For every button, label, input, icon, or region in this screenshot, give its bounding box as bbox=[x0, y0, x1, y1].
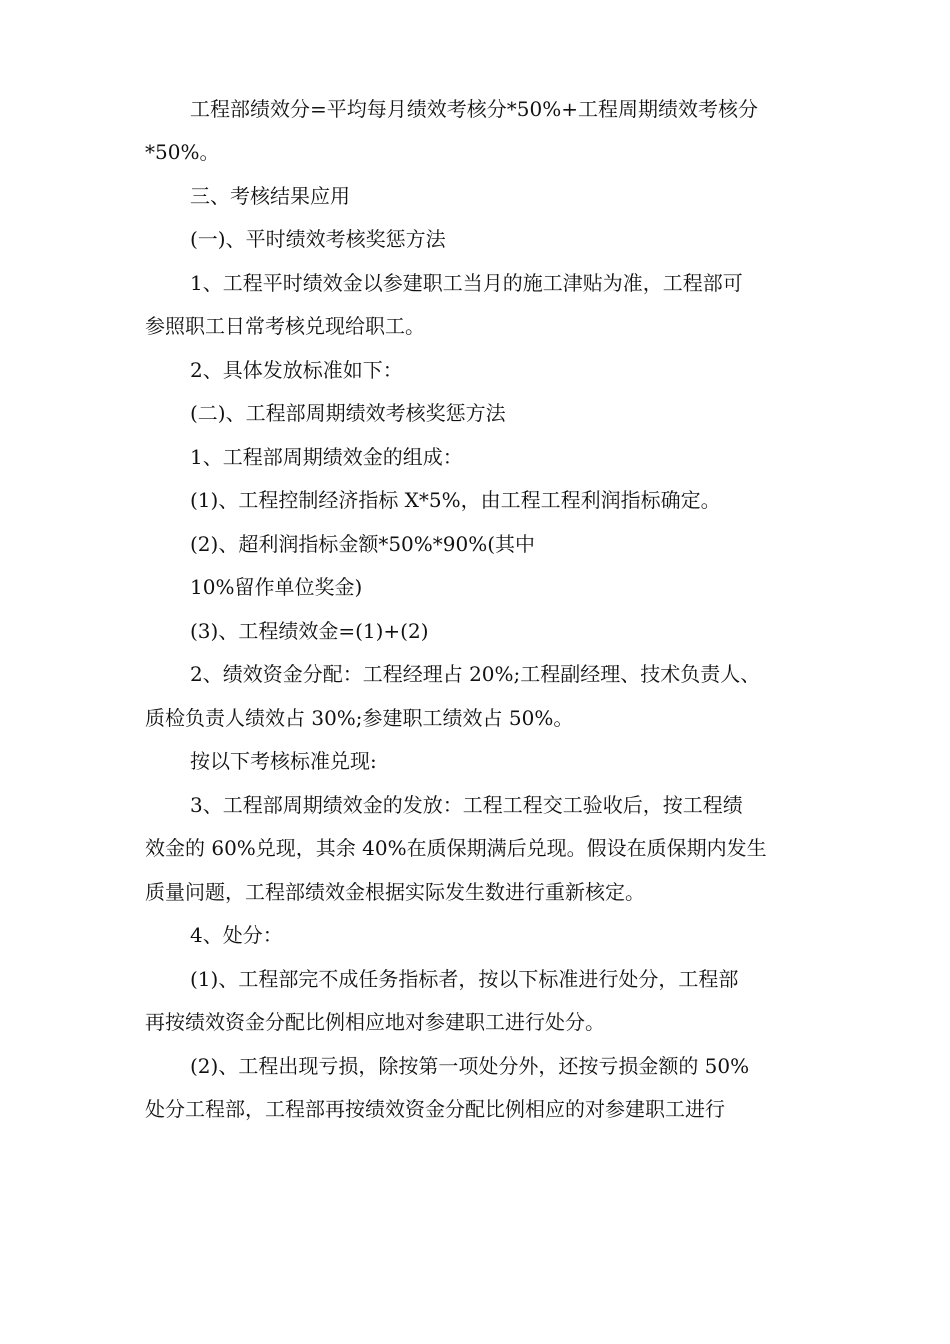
text-line: (1)、工程部完不成任务指标者，按以下标准进行处分，工程部 bbox=[190, 967, 739, 991]
text-line: 2、绩效资金分配：工程经理占 20%;工程副经理、技术负责人、 bbox=[190, 662, 761, 686]
text-line: 4、处分： bbox=[190, 923, 283, 947]
text-line: 质检负责人绩效占 30%;参建职工绩效占 50%。 bbox=[145, 706, 574, 730]
text-line: 1、工程部周期绩效金的组成： bbox=[190, 445, 463, 469]
subsection-heading: (一)、平时绩效考核奖惩方法 bbox=[190, 227, 446, 251]
text-line: 质量问题，工程部绩效金根据实际发生数进行重新核定。 bbox=[145, 880, 645, 904]
text-line: (3)、工程绩效金=(1)+(2) bbox=[190, 619, 429, 643]
text-line: (1)、工程控制经济指标 X*5%，由工程工程利润指标确定。 bbox=[190, 488, 721, 512]
text-line: *50%。 bbox=[145, 140, 220, 164]
section-heading: 三、考核结果应用 bbox=[190, 184, 350, 208]
subsection-heading: (二)、工程部周期绩效考核奖惩方法 bbox=[190, 401, 506, 425]
text-line: 3、工程部周期绩效金的发放：工程工程交工验收后，按工程绩 bbox=[190, 793, 743, 817]
text-line: 1、工程平时绩效金以参建职工当月的施工津贴为准，工程部可 bbox=[190, 271, 743, 295]
text-line: 2、具体发放标准如下： bbox=[190, 358, 403, 382]
text-line: (2)、超利润指标金额*50%*90%(其中 bbox=[190, 532, 536, 556]
text-line: 10%留作单位奖金) bbox=[190, 575, 363, 599]
text-line: 处分工程部，工程部再按绩效资金分配比例相应的对参建职工进行 bbox=[145, 1097, 725, 1121]
text-line: 按以下考核标准兑现: bbox=[190, 749, 377, 773]
text-line: (2)、工程出现亏损，除按第一项处分外，还按亏损金额的 50% bbox=[190, 1054, 750, 1078]
text-line: 再按绩效资金分配比例相应地对参建职工进行处分。 bbox=[145, 1010, 605, 1034]
text-line: 工程部绩效分=平均每月绩效考核分*50%+工程周期绩效考核分 bbox=[190, 97, 758, 121]
text-line: 效金的 60%兑现，其余 40%在质保期满后兑现。假设在质保期内发生 bbox=[145, 836, 767, 860]
text-line: 参照职工日常考核兑现给职工。 bbox=[145, 314, 425, 338]
